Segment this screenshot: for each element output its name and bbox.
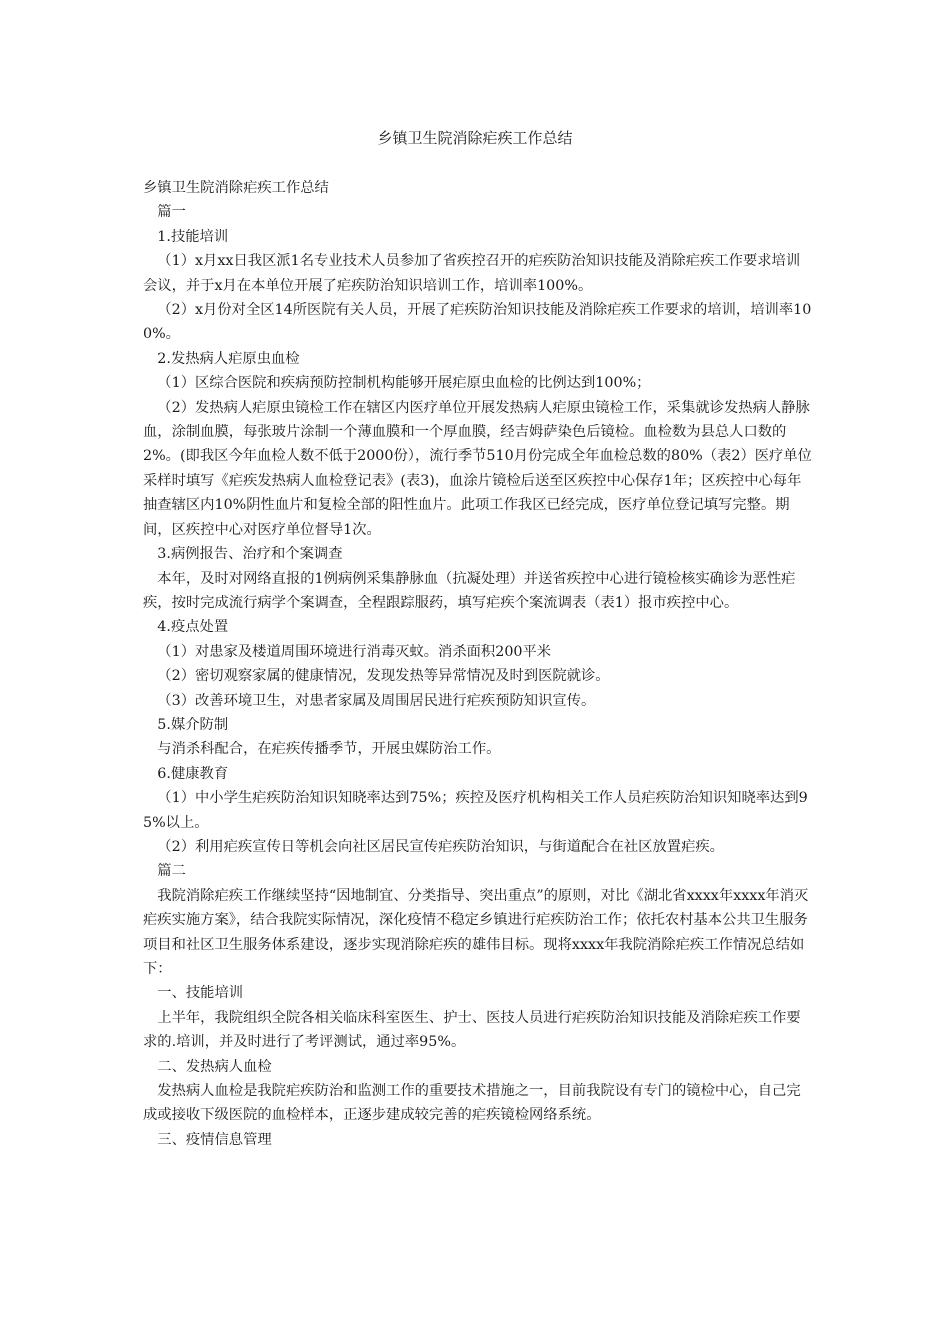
heading-blood-test: 2.发热病人疟原虫血检 [157, 350, 300, 367]
section-label-part-two: 篇二 [157, 863, 186, 880]
heading-health-education: 6.健康教育 [157, 765, 229, 782]
paragraph: （2）密切观察家属的健康情况，发现发热等异常情况及时到医院就诊。 [157, 668, 610, 685]
paragraph: （1）中小学生疟疾防治知识知晓率达到75%；疾控及医疗机构相关工作人员疟疾防治知识知晓率达到95%以上。 [143, 790, 808, 831]
document-body [143, 176, 813, 1152]
section-label-part-one: 篇一 [157, 204, 186, 221]
document-heading: 乡镇卫生院消除疟疾工作总结 [143, 180, 329, 196]
heading-case-report: 3.病例报告、治疗和个案调查 [157, 546, 343, 563]
paragraph: （2）发热病人疟原虫镜检工作在辖区内医疗单位开展发热病人疟原虫镜检工作，采集就诊发热病人静脉血，涂制血膜，每张玻片涂制一个薄血膜和一个厚血膜，经吉姆萨染色后镜检。血检数为县总人口数的2%。(即我区今年血检人数不低于2000份），流行季节510月份完成全年血检总数的80%（表2）医疗单位采样时填写《疟疾发热病人血检登记表》(表3)，血涂片镜检后送至区疾控中心保存1年；区疾控中心每年抽查辖区内10%阴性血片和复检全部的阳性血片。此项工作我区已经完成，医疗单位登记填写完整。期间，区疾控中心对医疗单位督导1次。 [143, 399, 812, 538]
page-title: 乡镇卫生院消除疟疾工作总结 [377, 129, 573, 147]
paragraph: 与消杀科配合，在疟疾传播季节，开展虫媒防治工作。 [157, 741, 501, 758]
paragraph: （2）x月份对全区14所医院有关人员，开展了疟疾防治知识技能及消除疟疾工作要求的培训，培训率100%。 [143, 302, 812, 343]
paragraph: （1）对患家及楼道周围环境进行消毒灭蚊。消杀面积200平米 [157, 643, 552, 660]
paragraph: （3）改善环境卫生，对患者家属及周围居民进行疟疾预防知识宣传。 [157, 692, 596, 709]
heading-epidemic-site: 4.疫点处置 [157, 619, 229, 636]
paragraph: 发热病人血检是我院疟疾防治和监测工作的重要技术措施之一，目前我院设有专门的镜检中心，自己完成或接收下级医院的血检样本，正逐步建成较完善的疟疾镜检网络系统。 [143, 1083, 801, 1124]
heading-skill-training-2: 一、技能培训 [157, 985, 244, 1002]
paragraph: （1）x月xx日我区派1名专业技术人员参加了省疾控召开的疟疾防治知识技能及消除疟疾工作要求培训会议，并于x月在本单位开展了疟疾防治知识培训工作，培训率100%。 [143, 253, 801, 294]
heading-vector-control: 5.媒介防制 [157, 716, 229, 733]
paragraph: 上半年，我院组织全院各相关临床科室医生、护士、医技人员进行疟疾防治知识技能及消除疟疾工作要求的.培训，并及时进行了考评测试，通过率95%。 [143, 1009, 801, 1051]
heading-epidemic-info: 三、疫情信息管理 [157, 1131, 272, 1148]
paragraph: 本年，及时对网络直报的1例病例采集静脉血（抗凝处理）并送省疾控中心进行镜检核实确诊为恶性疟疾，按时完成流行病学个案调查，全程跟踪服药，填写疟疾个案流调表（表1）报市疾控中心。 [143, 570, 796, 611]
paragraph: （1）区综合医院和疾病预防控制机构能够开展疟原虫血检的比例达到100%； [157, 375, 651, 392]
paragraph: 我院消除疟疾工作继续坚持“因地制宜、分类指导、突出重点”的原则，对比《湖北省xxxx年xxxx年消灭疟疾实施方案》，结合我院实际情况，深化疫情不稳定乡镇进行疟疾防治工作；依托农村基本公共卫生服务项目和社区卫生服务体系建设，逐步实现消除疟疾的雄伟目标。现将xxxx年我院消除疟疾工作情况总结如下： [143, 887, 809, 977]
heading-fever-blood-test: 二、发热病人血检 [157, 1058, 272, 1075]
heading-skill-training: 1.技能培训 [157, 228, 229, 245]
paragraph: （2）利用疟疾宣传日等机会向社区居民宣传疟疾防治知识，与街道配合在社区放置疟疾。 [157, 838, 724, 855]
